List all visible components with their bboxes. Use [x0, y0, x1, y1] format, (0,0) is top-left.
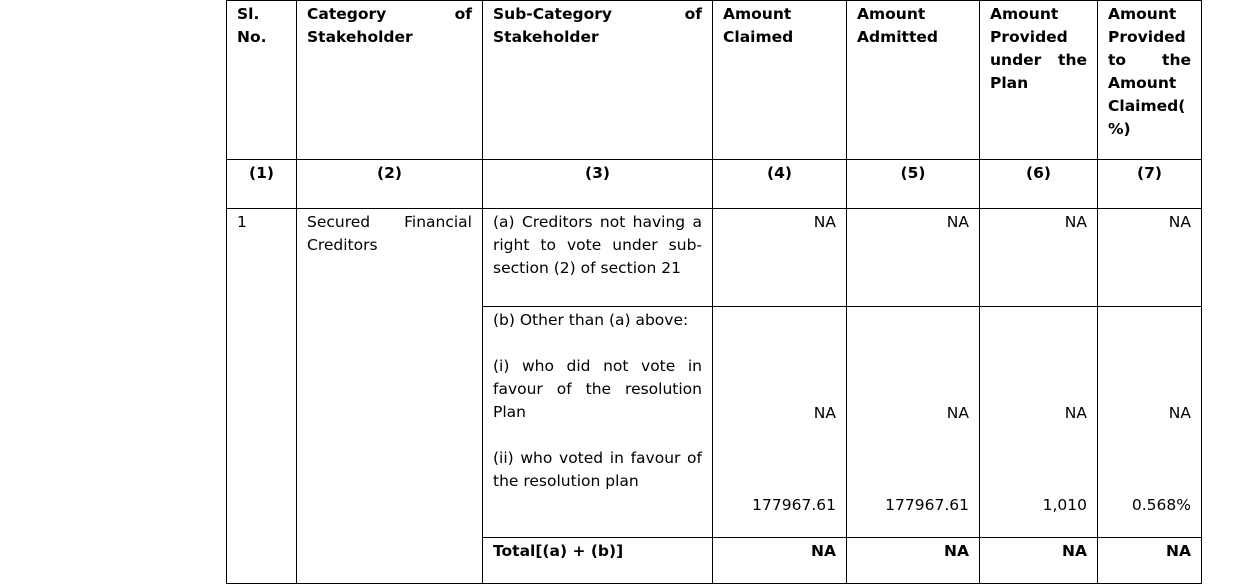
- sub-b-claimed-cell: [713, 307, 847, 538]
- sub-b-provided-cell: [980, 307, 1098, 538]
- column-number: (4): [713, 160, 847, 209]
- sub-a-pct: NA: [1098, 209, 1202, 307]
- header-amount-provided-pct: Amount Provided to the Amount Claimed( %): [1098, 1, 1202, 160]
- category-cell: Secured Financial Creditors: [297, 209, 483, 584]
- sub-b-ii-claimed: 177967.61: [752, 496, 836, 514]
- column-number: (2): [297, 160, 483, 209]
- header-category: Category of Stakeholder: [297, 1, 483, 160]
- sub-b-pct-cell: [1098, 307, 1202, 538]
- sub-b-i-provided: NA: [1064, 404, 1087, 422]
- sub-b-i-claimed: NA: [813, 404, 836, 422]
- sub-a-admitted: NA: [847, 209, 980, 307]
- header-sl-no: Sl. No.: [227, 1, 297, 160]
- total-claimed: NA: [713, 538, 847, 584]
- total-label: Total[(a) + (b)]: [483, 538, 713, 584]
- column-number-row: [227, 160, 1202, 209]
- total-provided: NA: [980, 538, 1098, 584]
- sub-b-heading: (b) Other than (a) above:: [493, 311, 689, 329]
- column-number: (6): [980, 160, 1098, 209]
- column-number: (3): [483, 160, 713, 209]
- sub-b-ii-pct: 0.568%: [1131, 496, 1191, 514]
- stakeholder-table: [226, 0, 1202, 584]
- sub-b-text: [483, 307, 713, 538]
- sub-a-provided: NA: [980, 209, 1098, 307]
- total-pct: NA: [1098, 538, 1202, 584]
- sl-no-cell: 1: [227, 209, 297, 584]
- sub-b-ii-admitted: 177967.61: [885, 496, 969, 514]
- header-amount-admitted: Amount Admitted: [847, 1, 980, 160]
- sub-a-claimed: NA: [713, 209, 847, 307]
- column-number: (1): [227, 160, 297, 209]
- sub-a-text: (a) Creditors not having a right to vote under sub-section (2) of section 21: [483, 209, 713, 307]
- header-row: [227, 1, 1202, 160]
- sub-b-ii-provided: 1,010: [1042, 496, 1087, 514]
- header-sub-category: Sub-Category of Stakeholder: [483, 1, 713, 160]
- column-number: (7): [1098, 160, 1202, 209]
- sub-b-i-text: (i) who did not vote in favour of the resolution Plan: [493, 357, 702, 421]
- sub-b-ii-text: (ii) who voted in favour of the resolution plan: [493, 449, 702, 490]
- table-row-sub-a: [227, 209, 1202, 307]
- sub-b-i-admitted: NA: [946, 404, 969, 422]
- header-amount-claimed: Amount Claimed: [713, 1, 847, 160]
- sub-b-i-pct: NA: [1168, 404, 1191, 422]
- total-admitted: NA: [847, 538, 980, 584]
- column-number: (5): [847, 160, 980, 209]
- header-amount-provided: Amount Provided under the Plan: [980, 1, 1098, 160]
- sub-b-admitted-cell: [847, 307, 980, 538]
